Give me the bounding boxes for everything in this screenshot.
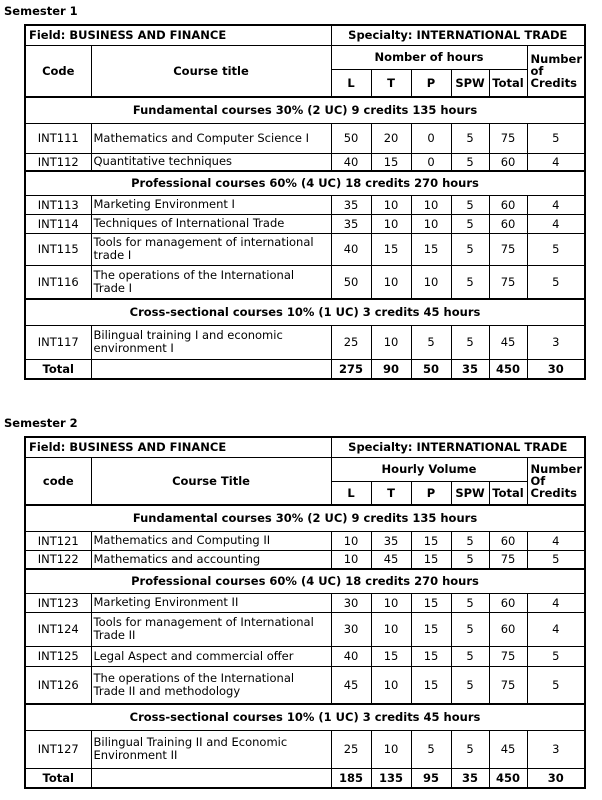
hours-total: 60 — [489, 195, 527, 214]
hours-t: 15 — [371, 646, 411, 666]
hours-l: 25 — [331, 730, 371, 768]
course-title: Bilingual Training II and Economic Environment II — [91, 730, 331, 768]
table-row — [25, 550, 585, 569]
course-code: INT113 — [25, 195, 91, 214]
hours-l: 50 — [331, 265, 371, 299]
header-hours-group: Nomber of hours — [331, 45, 527, 69]
hours-l: 35 — [331, 195, 371, 214]
hours-p: 15 — [411, 612, 451, 646]
table-row — [25, 325, 585, 359]
hours-p: 5 — [411, 730, 451, 768]
credits: 4 — [527, 195, 585, 214]
course-title: Quantitative techniques — [91, 153, 331, 171]
hours-t: 10 — [371, 265, 411, 299]
course-title: Mathematics and accounting — [91, 550, 331, 569]
specialty-label: Specialty: INTERNATIONAL TRADE — [331, 25, 585, 45]
total-p: 95 — [411, 768, 451, 788]
total-t: 135 — [371, 768, 411, 788]
credits: 4 — [527, 214, 585, 233]
table-row — [25, 730, 585, 768]
hours-spw: 5 — [451, 325, 489, 359]
total-label: Total — [25, 359, 91, 379]
table-row — [25, 233, 585, 265]
hours-spw: 5 — [451, 666, 489, 704]
table-row — [25, 531, 585, 550]
header-p: P — [411, 481, 451, 505]
hours-p: 15 — [411, 593, 451, 612]
course-code: INT124 — [25, 612, 91, 646]
credits: 3 — [527, 325, 585, 359]
course-title: Tools for management of international trade I — [91, 233, 331, 265]
header-code: code — [25, 457, 91, 505]
section-title: Professional courses 60% (4 UC) 18 credits 270 hours — [25, 569, 585, 593]
hours-p: 10 — [411, 265, 451, 299]
semester-2-table — [24, 436, 586, 789]
hours-total: 60 — [489, 593, 527, 612]
table-row — [25, 214, 585, 233]
semester-1-title: Semester 1 — [4, 4, 78, 18]
hours-t: 10 — [371, 195, 411, 214]
hours-l: 40 — [331, 646, 371, 666]
field-label: Field: BUSINESS AND FINANCE — [25, 437, 331, 457]
header-course-title: Course Title — [91, 457, 331, 505]
hours-p: 0 — [411, 153, 451, 171]
course-code: INT112 — [25, 153, 91, 171]
section-title: Cross-sectional courses 10% (1 UC) 3 credits 45 hours — [25, 299, 585, 325]
hours-l: 30 — [331, 593, 371, 612]
table-row — [25, 195, 585, 214]
course-code: INT115 — [25, 233, 91, 265]
total-label: Total — [25, 768, 91, 788]
field-label: Field: BUSINESS AND FINANCE — [25, 25, 331, 45]
total-p: 50 — [411, 359, 451, 379]
hours-t: 10 — [371, 214, 411, 233]
header-spw: SPW — [451, 481, 489, 505]
header-hours-group: Hourly Volume — [331, 457, 527, 481]
hours-l: 45 — [331, 666, 371, 704]
course-title: Legal Aspect and commercial offer — [91, 646, 331, 666]
course-code: INT121 — [25, 531, 91, 550]
hours-p: 15 — [411, 666, 451, 704]
credits: 4 — [527, 531, 585, 550]
table-row — [25, 666, 585, 704]
hours-total: 45 — [489, 730, 527, 768]
header-total: Total — [489, 481, 527, 505]
hours-t: 15 — [371, 233, 411, 265]
header-spw: SPW — [451, 69, 489, 97]
credits: 5 — [527, 265, 585, 299]
hours-p: 15 — [411, 531, 451, 550]
course-title: Marketing Environment II — [91, 593, 331, 612]
hours-spw: 5 — [451, 214, 489, 233]
course-code: INT122 — [25, 550, 91, 569]
total-credits: 30 — [527, 359, 585, 379]
hours-l: 10 — [331, 531, 371, 550]
course-code: INT117 — [25, 325, 91, 359]
header-credits: Number of Credits — [527, 45, 585, 97]
total-row — [25, 768, 585, 788]
credits: 5 — [527, 233, 585, 265]
credits: 4 — [527, 593, 585, 612]
hours-total: 60 — [489, 153, 527, 171]
hours-t: 10 — [371, 730, 411, 768]
hours-total: 75 — [489, 123, 527, 153]
hours-l: 40 — [331, 153, 371, 171]
hours-spw: 5 — [451, 612, 489, 646]
hours-spw: 5 — [451, 550, 489, 569]
hours-p: 15 — [411, 646, 451, 666]
credits: 5 — [527, 646, 585, 666]
section-title: Cross-sectional courses 10% (1 UC) 3 credits 45 hours — [25, 704, 585, 730]
table-row — [25, 593, 585, 612]
hours-total: 75 — [489, 550, 527, 569]
course-title: Marketing Environment I — [91, 195, 331, 214]
header-credits: Number Of Credits — [527, 457, 585, 505]
hours-total: 60 — [489, 214, 527, 233]
section-title: Professional courses 60% (4 UC) 18 credits 270 hours — [25, 171, 585, 195]
hours-l: 10 — [331, 550, 371, 569]
hours-t: 10 — [371, 593, 411, 612]
header-l: L — [331, 481, 371, 505]
course-code: INT111 — [25, 123, 91, 153]
header-code: Code — [25, 45, 91, 97]
hours-spw: 5 — [451, 265, 489, 299]
total-blank — [91, 768, 331, 788]
hours-total: 75 — [489, 233, 527, 265]
course-title: Techniques of International Trade — [91, 214, 331, 233]
header-course-title: Course title — [91, 45, 331, 97]
hours-spw: 5 — [451, 153, 489, 171]
hours-spw: 5 — [451, 593, 489, 612]
credits: 5 — [527, 550, 585, 569]
course-title: The operations of the International Trade I — [91, 265, 331, 299]
course-title: Bilingual training I and economic environment I — [91, 325, 331, 359]
hours-l: 25 — [331, 325, 371, 359]
total-t: 90 — [371, 359, 411, 379]
table-row — [25, 123, 585, 153]
course-code: INT123 — [25, 593, 91, 612]
hours-p: 15 — [411, 233, 451, 265]
hours-p: 10 — [411, 195, 451, 214]
hours-total: 60 — [489, 612, 527, 646]
header-t: T — [371, 481, 411, 505]
total-l: 275 — [331, 359, 371, 379]
credits: 4 — [527, 612, 585, 646]
hours-p: 10 — [411, 214, 451, 233]
credits: 3 — [527, 730, 585, 768]
total-row — [25, 359, 585, 379]
course-code: INT116 — [25, 265, 91, 299]
total-l: 185 — [331, 768, 371, 788]
total-spw: 35 — [451, 359, 489, 379]
credits: 5 — [527, 666, 585, 704]
hours-t: 10 — [371, 612, 411, 646]
hours-total: 60 — [489, 531, 527, 550]
header-p: P — [411, 69, 451, 97]
course-code: INT126 — [25, 666, 91, 704]
course-code: INT125 — [25, 646, 91, 666]
section-title: Fundamental courses 30% (2 UC) 9 credits 135 hours — [25, 505, 585, 531]
section-title: Fundamental courses 30% (2 UC) 9 credits 135 hours — [25, 97, 585, 123]
hours-l: 50 — [331, 123, 371, 153]
credits: 5 — [527, 123, 585, 153]
hours-spw: 5 — [451, 195, 489, 214]
hours-total: 75 — [489, 666, 527, 704]
hours-l: 40 — [331, 233, 371, 265]
hours-total: 75 — [489, 646, 527, 666]
specialty-label: Specialty: INTERNATIONAL TRADE — [331, 437, 585, 457]
total-credits: 30 — [527, 768, 585, 788]
course-title: The operations of the International Trade II and methodology — [91, 666, 331, 704]
hours-t: 10 — [371, 666, 411, 704]
hours-total: 45 — [489, 325, 527, 359]
hours-spw: 5 — [451, 123, 489, 153]
hours-t: 10 — [371, 325, 411, 359]
header-total: Total — [489, 69, 527, 97]
table-row — [25, 265, 585, 299]
hours-spw: 5 — [451, 531, 489, 550]
hours-spw: 5 — [451, 730, 489, 768]
table-row — [25, 153, 585, 171]
course-title: Mathematics and Computing II — [91, 531, 331, 550]
semester-1-table — [24, 24, 586, 380]
hours-p: 5 — [411, 325, 451, 359]
hours-l: 30 — [331, 612, 371, 646]
hours-spw: 5 — [451, 646, 489, 666]
total-blank — [91, 359, 331, 379]
table-row — [25, 646, 585, 666]
credits: 4 — [527, 153, 585, 171]
table-row — [25, 612, 585, 646]
header-l: L — [331, 69, 371, 97]
course-code: INT127 — [25, 730, 91, 768]
hours-t: 35 — [371, 531, 411, 550]
hours-p: 0 — [411, 123, 451, 153]
course-code: INT114 — [25, 214, 91, 233]
hours-t: 45 — [371, 550, 411, 569]
hours-p: 15 — [411, 550, 451, 569]
hours-spw: 5 — [451, 233, 489, 265]
hours-t: 20 — [371, 123, 411, 153]
course-title: Mathematics and Computer Science I — [91, 123, 331, 153]
total-total: 450 — [489, 359, 527, 379]
hours-l: 35 — [331, 214, 371, 233]
total-spw: 35 — [451, 768, 489, 788]
header-t: T — [371, 69, 411, 97]
hours-total: 75 — [489, 265, 527, 299]
total-total: 450 — [489, 768, 527, 788]
hours-t: 15 — [371, 153, 411, 171]
course-title: Tools for management of International Trade II — [91, 612, 331, 646]
semester-2-title: Semester 2 — [4, 416, 78, 430]
